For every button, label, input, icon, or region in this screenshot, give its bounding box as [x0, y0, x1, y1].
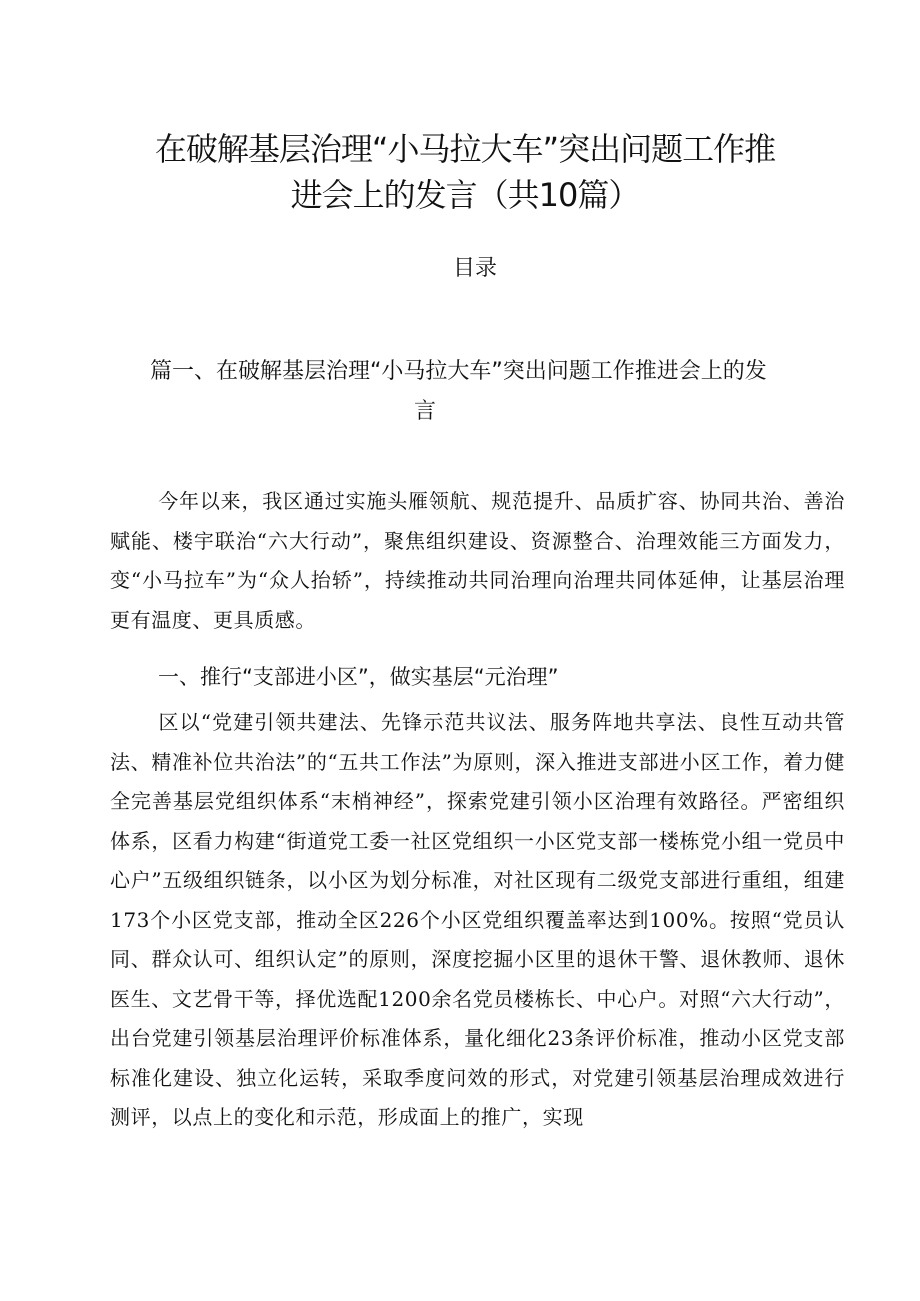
toc-entry — [150, 352, 840, 432]
body-paragraph-text: 区以“党建引领共建法、先锋示范共议法、服务阵地共享法、良性互动共管法、精准补位共治法”的“五共工作法”为原则，深入推进支部进小区工作，着力健全完善基层党组织体系“末梢神经”，探索党建引领小区治理有效路径。严密组织体系，区看力构建“街道党工委一社区党组织一小区党支部一楼栋党小组一党员中心户”五级组织链条，以小区为划分标准，对社区现有二级党支部进行重组，组建173个小区党支部，推动全区226个小区党组织覆盖率达到100%。按照“党员认同、群众认可、组织认定”的原则，深度挖掘小区里的退休干警、退休教师、退休医生、文艺骨干等，择优选配1200余名党员楼栋长、中心户。对照“六大行动”，出台党建引领基层治理评价标准体系，量化细化23条评价标准，推动小区党支部标准化建设、独立化运转，采取季度问效的形式，对党建引领基层治理成效进行测评，以点上的变化和示范，形成面上的推广，实现 — [110, 710, 845, 1129]
intro-paragraph — [110, 482, 845, 640]
section-heading: 一、推行“支部进小区”，做实基层“元治理” — [158, 665, 559, 689]
toc-entry-line-1: 篇一、在破解基层治理“小马拉大车”突出问题工作推进会上的发 — [150, 359, 767, 384]
title-line-2: 进会上的发言（共10篇） — [290, 176, 640, 214]
document-title — [110, 126, 820, 218]
intro-paragraph-text: 今年以来，我区通过实施头雁领航、规范提升、品质扩容、协同共治、善治赋能、楼宇联治“六大行动”，聚焦组织建设、资源整合、治理效能三方面发力，变“小马拉车”为“众人抬轿”，持续推动共同治理向治理共同体延伸，让基层治理更有温度、更具质感。 — [110, 489, 845, 632]
body-paragraph — [110, 703, 845, 1138]
title-line-1: 在破解基层治理“小马拉大车”突出问题工作推 — [154, 130, 776, 168]
toc-entry-line-2: 言 — [413, 399, 436, 424]
toc-heading: 目录 — [452, 256, 497, 281]
